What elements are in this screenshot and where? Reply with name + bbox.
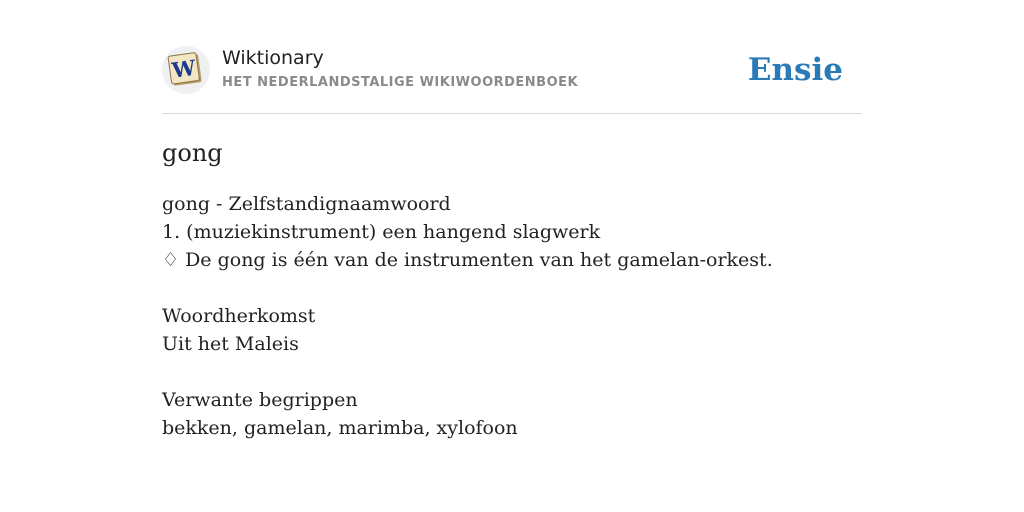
related-heading: Verwante begrippen	[162, 389, 358, 411]
spacer	[162, 274, 773, 302]
site-header	[162, 0, 862, 114]
wiktionary-tile-icon[interactable]	[162, 46, 210, 94]
page-title: gong	[162, 139, 223, 167]
part-of-speech-line: gong - Zelfstandignaamwoord	[162, 193, 451, 215]
related-terms: bekken, gamelan, marimba, xylofoon	[162, 417, 518, 439]
example-line: ♢ De gong is één van de instrumenten van het gamelan-orkest.	[162, 249, 773, 271]
brand-logo-link[interactable]: Ensie	[747, 52, 843, 88]
etymology-text: Uit het Maleis	[162, 333, 299, 355]
logo-graphic	[162, 46, 210, 94]
etymology-heading: Woordherkomst	[162, 305, 316, 327]
entry-content	[162, 190, 773, 442]
site-tagline: HET NEDERLANDSTALIGE WIKIWOORDENBOEK	[222, 75, 579, 90]
logo-letter: W	[170, 54, 198, 83]
spacer	[162, 358, 773, 386]
site-name[interactable]: Wiktionary	[222, 47, 324, 69]
definition-line: 1. (muziekinstrument) een hangend slagwerk	[162, 221, 601, 243]
entry-card	[162, 0, 862, 439]
